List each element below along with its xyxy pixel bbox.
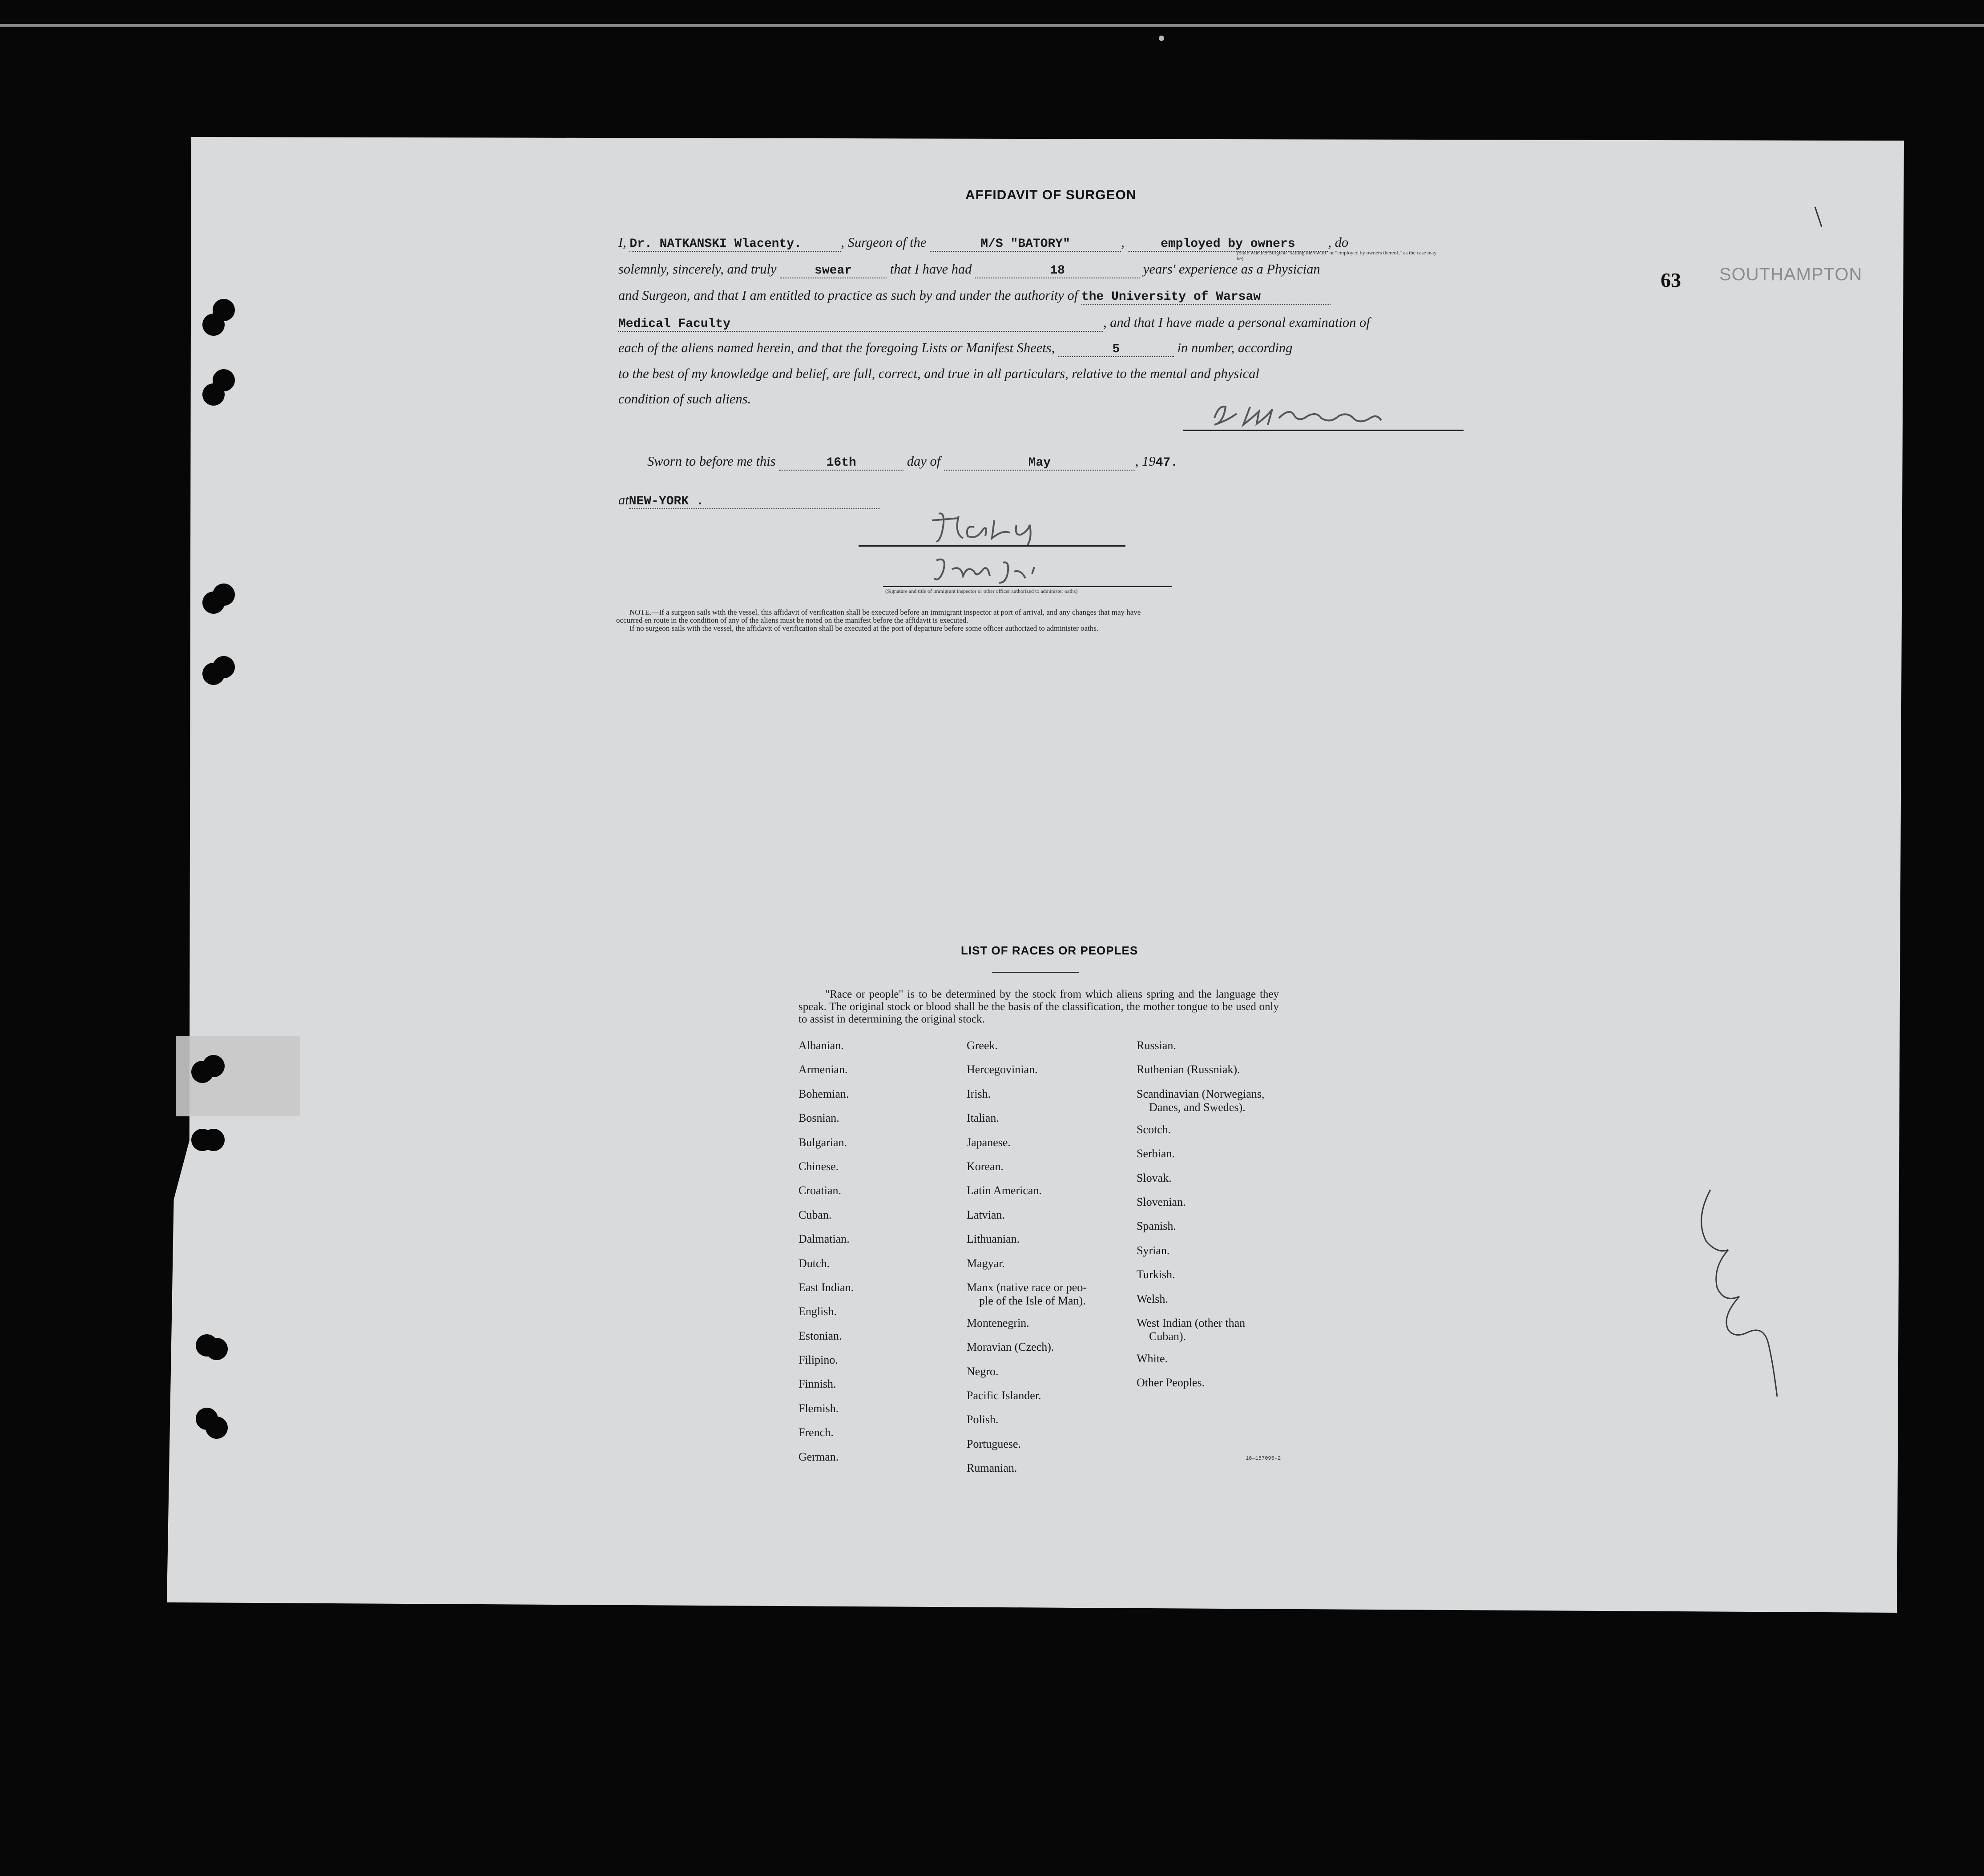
race-item: Pacific Islander. [967, 1389, 1041, 1402]
inspector-signature-line [859, 545, 1125, 547]
race-item: Welsh. [1137, 1292, 1168, 1305]
vessel-field: M/S "BATORY" [930, 238, 1121, 252]
affidavit-line-7: condition of such aliens. [618, 391, 751, 407]
form-number: 16—157095-2 [1246, 1455, 1281, 1461]
race-item: Moravian (Czech). [967, 1341, 1054, 1354]
race-item: Korean. [967, 1159, 1004, 1173]
race-item: Armenian. [798, 1063, 848, 1076]
race-item-manx: Manx (native race or peo- ple of the Isle of Man). [967, 1280, 1087, 1307]
races-column-1 [798, 1039, 854, 1474]
authority-field-2: Medical Faculty [618, 318, 1103, 332]
affidavit-line-3: and Surgeon, and that I am entitled to practice as such by and under the authority of the University of Warsaw [618, 288, 1464, 305]
page-number: 63 [1661, 269, 1681, 291]
binder-hole [191, 1129, 214, 1151]
affidavit-line-1: I, Dr. NATKANSKI Wlacenty. , Surgeon of the M/S "BATORY" , employed by owners , do [618, 235, 1349, 251]
inspector-title-signature [925, 552, 1068, 587]
race-item: Montenegrin. [967, 1316, 1029, 1329]
place-field: NEW-YORK . [629, 495, 880, 509]
employment-field: employed by owners [1128, 238, 1328, 252]
race-item: Polish. [967, 1413, 999, 1426]
affidavit-line-5: each of the aliens named herein, and that the foregoing Lists or Manifest Sheets, 5 in number, according [618, 340, 1293, 356]
place-line: atNEW-YORK . [618, 492, 1464, 509]
inspector-caption: (Signature and title of immigrant inspector or other officer authorized to administer oaths) [885, 588, 1078, 594]
sworn-day-field: 16th [779, 456, 903, 471]
race-item: Slovenian. [1137, 1195, 1186, 1208]
sheets-count-field: 5 [1058, 343, 1174, 357]
race-item: Flemish. [798, 1401, 839, 1415]
race-item: Portuguese. [967, 1437, 1021, 1450]
years-field: 18 [975, 264, 1140, 278]
race-item: Serbian. [1137, 1147, 1175, 1160]
race-item: Slovak. [1137, 1171, 1172, 1184]
race-item: French. [798, 1426, 834, 1439]
binder-hole [202, 314, 225, 336]
affidavit-title: AFFIDAVIT OF SURGEON [965, 188, 1137, 202]
race-item: Rumanian. [967, 1461, 1017, 1475]
race-item: Latvian. [967, 1208, 1005, 1221]
binder-hole [191, 1061, 214, 1083]
margin-scribble [1686, 1183, 1802, 1405]
race-item: Bohemian. [798, 1087, 849, 1100]
races-title: LIST OF RACES OR PEOPLES [961, 944, 1138, 957]
binder-hole [202, 383, 225, 406]
race-item: Italian. [967, 1111, 999, 1125]
race-item: Turkish. [1137, 1268, 1175, 1281]
race-item: Dalmatian. [798, 1232, 850, 1246]
race-item: Chinese. [798, 1159, 839, 1173]
race-item: Spanish. [1137, 1220, 1176, 1233]
race-item: Filipino. [798, 1353, 838, 1367]
binder-hole [196, 1334, 218, 1357]
race-item: Other Peoples. [1137, 1376, 1205, 1389]
race-item: Greek. [967, 1039, 998, 1052]
scan-top-rule [0, 24, 1984, 27]
surgeon-signature [1201, 398, 1468, 434]
race-item: Irish. [967, 1087, 991, 1100]
race-item: Scotch. [1137, 1123, 1171, 1136]
race-item: Negro. [967, 1365, 999, 1378]
authority-field-1: the University of Warsaw [1081, 290, 1331, 305]
employment-note: (State whether Surgeon "sailing therewith" or "employed by owners thereof," as the case may be) [1237, 250, 1437, 262]
oath-field: swear [780, 264, 887, 278]
races-intro: "Race or people" is to be determined by the stock from which aliens spring and the language they speak. The original stock or blood shall be the basis of the classification, the mother tongue to be used only to assist in determining the original stock. [798, 988, 1279, 1025]
race-item: Croatian. [798, 1184, 842, 1197]
affidavit-note: NOTE.—If a surgeon sails with the vessel, this affidavit of verification shall be executed before an immigrant inspector at port of arrival, and any changes that may have occurred en route in the condition of any of the aliens must be noted on the manifest before the affidavit is executed. If no surgeon sails with the vessel, the affidavit of verification shall be executed at the port of departure before some officer authorized to administer oaths. [616, 608, 1141, 632]
race-item: Ruthenian (Russniak). [1137, 1063, 1240, 1076]
race-item: Lithuanian. [967, 1232, 1020, 1246]
inspector-caption-line [883, 586, 1172, 587]
race-item-scandinavian: Scandinavian (Norwegians, Danes, and Swedes). [1137, 1087, 1265, 1114]
binder-hole [202, 663, 225, 685]
race-item: Syrian. [1137, 1244, 1170, 1257]
race-item-west-indian: West Indian (other than Cuban). [1137, 1316, 1246, 1343]
race-item: East Indian. [798, 1280, 854, 1294]
races-title-rule [992, 972, 1079, 973]
race-item: Dutch. [798, 1256, 830, 1270]
scan-dot [1159, 36, 1164, 41]
surgeon-name-field: Dr. NATKANSKI Wlacenty. [629, 238, 841, 252]
race-item: White. [1137, 1352, 1168, 1365]
binder-hole [202, 592, 225, 614]
races-column-2 [967, 1039, 1087, 1486]
race-item: Finnish. [798, 1377, 836, 1391]
binder-hole [196, 1408, 218, 1430]
race-item: Russian. [1137, 1039, 1176, 1052]
race-item: Bosnian. [798, 1111, 839, 1125]
races-column-3 [1137, 1039, 1264, 1401]
race-item: English. [798, 1305, 837, 1318]
inspector-signature [921, 507, 1081, 547]
port-stamp: SOUTHAMPTON [1719, 265, 1863, 284]
sworn-year-field: 47. [1155, 456, 1178, 470]
sworn-month-field: May [944, 456, 1135, 471]
affidavit-line-4: Medical Faculty , and that I have made a personal examination of [618, 315, 1370, 331]
race-item: Magyar. [967, 1256, 1005, 1270]
race-item: Latin American. [967, 1184, 1042, 1197]
race-item: Estonian. [798, 1329, 842, 1342]
race-item: Bulgarian. [798, 1135, 847, 1149]
sworn-line: Sworn to before me this 16th day of May , 1947. [647, 454, 1178, 470]
surgeon-signature-line [1183, 430, 1464, 431]
race-item: Hercegovinian. [967, 1063, 1038, 1076]
race-item: Albanian. [798, 1039, 844, 1052]
race-item: Japanese. [967, 1135, 1011, 1149]
affidavit-line-6: to the best of my knowledge and belief, are full, correct, and true in all particulars, relative to the mental and physical [618, 366, 1259, 381]
race-item: German. [798, 1450, 839, 1463]
race-item: Cuban. [798, 1208, 832, 1221]
corner-mark [1813, 205, 1826, 231]
affidavit-line-2: solemnly, sincerely, and truly swear that I have had 18 years' experience as a Physician [618, 262, 1320, 278]
